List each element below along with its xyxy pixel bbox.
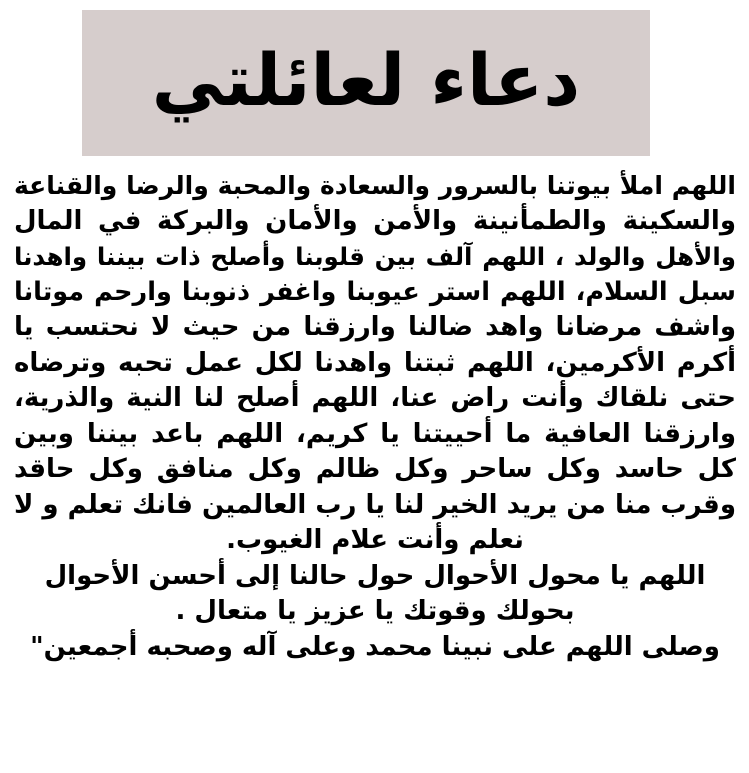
page-title: دعاء لعائلتي	[151, 38, 581, 122]
title-banner	[82, 10, 650, 156]
text-line: والأهل والولد ، اللهم آلف بين قلوبنا وأصلح ذات بيننا واهدنا	[14, 242, 736, 271]
text-line: وارزقنا العافية ما أحييتنا يا كريم، اللهم باعد بيننا وبين	[14, 418, 736, 449]
text-line: اللهم املأ بيوتنا بالسرور والسعادة والمحبة والرضا والقناعة	[14, 171, 736, 200]
text-line: بحولك وقوتك يا عزيز يا متعال .	[175, 596, 575, 626]
text-line: أكرم الأكرمين، اللهم ثبتنا واهدنا لكل عمل تحبه وترضاه	[14, 347, 736, 378]
text-line: حتى نلقاك وأنت راض عنا، اللهم أصلح لنا النية والذرية،	[14, 383, 736, 413]
text-line: اللهم يا محول الأحوال حول حالنا إلى أحسن الأحوال	[44, 560, 706, 591]
text-line: نعلم وأنت علام الغيوب.	[226, 525, 524, 555]
text-line: وصلى اللهم على نبينا محمد وعلى آله وصحبه أجمعين"	[30, 631, 720, 662]
text-line: سبل السلام، اللهم استر عيوبنا واغفر ذنوبنا وارحم موتانا	[14, 276, 736, 307]
text-line: واشف مرضانا واهد ضالنا وارزقنا من حيث لا نحتسب يا	[14, 312, 736, 342]
prayer-text	[14, 168, 736, 665]
text-line: وقرب منا من يريد الخير لنا يا رب العالمين فانك تعلم و لا	[14, 489, 736, 520]
text-line: كل حاسد وكل ساحر وكل ظالم وكل منافق وكل حاقد	[14, 454, 736, 484]
text-line: والسكينة والطمأنينة والأمن والأمان والبركة في المال	[14, 205, 736, 236]
